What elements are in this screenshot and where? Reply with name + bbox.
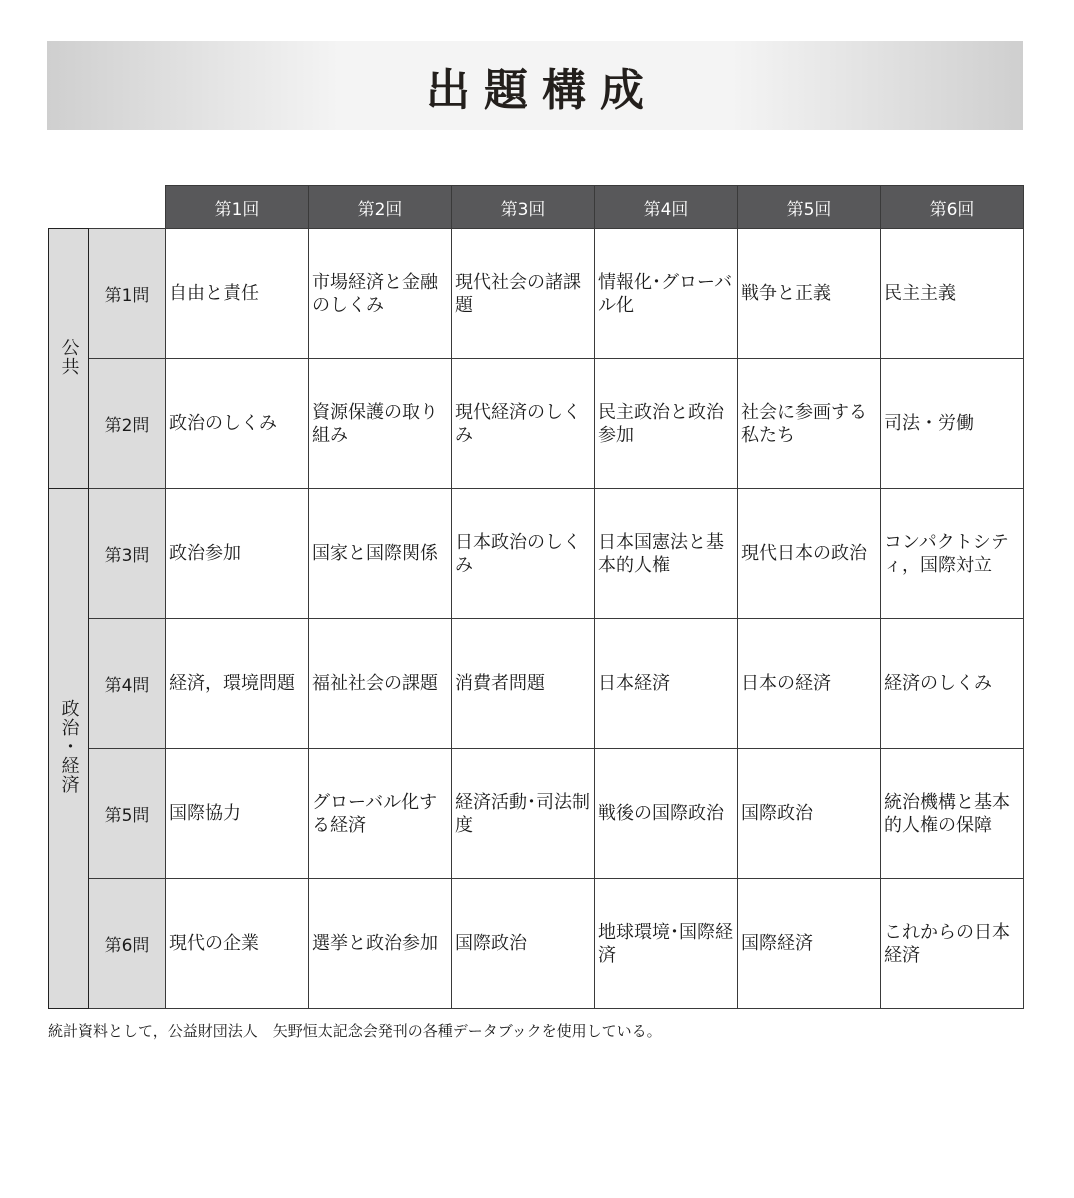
topic-cell: 経済のしくみ <box>881 619 1024 749</box>
column-header: 第1回 <box>166 186 309 229</box>
topic-cell: これからの日本経済 <box>881 879 1024 1009</box>
column-header: 第6回 <box>881 186 1024 229</box>
topic-cell: 国家と国際関係 <box>309 489 452 619</box>
topic-cell: 国際経済 <box>738 879 881 1009</box>
topic-cell: コンパクトシティ，国際対立 <box>881 489 1024 619</box>
topic-cell: 国際政治 <box>738 749 881 879</box>
topic-cell: 資源保護の取り組み <box>309 359 452 489</box>
title-banner <box>47 41 1023 130</box>
topic-cell: 情報化･グローバル化 <box>595 229 738 359</box>
question-label: 第1問 <box>89 229 166 359</box>
group-label-public: 公共 <box>49 229 89 489</box>
topic-cell: 政治参加 <box>166 489 309 619</box>
topic-cell: 日本政治のしくみ <box>452 489 595 619</box>
table-row <box>49 619 1024 749</box>
topic-cell: 統治機構と基本的人権の保障 <box>881 749 1024 879</box>
question-label: 第2問 <box>89 359 166 489</box>
table-row <box>49 229 1024 359</box>
topic-cell: 国際協力 <box>166 749 309 879</box>
topic-cell: 市場経済と金融のしくみ <box>309 229 452 359</box>
topic-cell: 国際政治 <box>452 879 595 1009</box>
footnote: 統計資料として，公益財団法人 矢野恒太記念会発刊の各種データブックを使用している。 <box>48 1022 662 1040</box>
topic-cell: 日本の経済 <box>738 619 881 749</box>
question-label: 第6問 <box>89 879 166 1009</box>
table-row <box>49 359 1024 489</box>
group-label-politics-economy: 政治・経済 <box>49 489 89 1009</box>
table-row <box>49 879 1024 1009</box>
topic-cell: 日本経済 <box>595 619 738 749</box>
topic-cell: 現代経済のしくみ <box>452 359 595 489</box>
table-header-row <box>49 186 1024 229</box>
question-label: 第3問 <box>89 489 166 619</box>
question-label: 第5問 <box>89 749 166 879</box>
topic-cell: 司法・労働 <box>881 359 1024 489</box>
topic-cell: 現代の企業 <box>166 879 309 1009</box>
exam-structure-table <box>48 185 1023 1007</box>
table-corner <box>49 186 166 229</box>
topic-cell: 経済活動･司法制度 <box>452 749 595 879</box>
topic-cell: 経済，環境問題 <box>166 619 309 749</box>
topic-cell: 戦後の国際政治 <box>595 749 738 879</box>
topic-cell: 選挙と政治参加 <box>309 879 452 1009</box>
topic-cell: 消費者問題 <box>452 619 595 749</box>
topic-cell: 社会に参画する私たち <box>738 359 881 489</box>
question-label: 第4問 <box>89 619 166 749</box>
page-title: 出題構成 <box>426 64 658 116</box>
topic-cell: 現代日本の政治 <box>738 489 881 619</box>
topic-cell: 政治のしくみ <box>166 359 309 489</box>
topic-cell: 現代社会の諸課題 <box>452 229 595 359</box>
column-header: 第4回 <box>595 186 738 229</box>
topic-cell: 民主主義 <box>881 229 1024 359</box>
table-row <box>49 749 1024 879</box>
topic-cell: 福祉社会の課題 <box>309 619 452 749</box>
column-header: 第2回 <box>309 186 452 229</box>
topic-cell: 地球環境･国際経済 <box>595 879 738 1009</box>
topic-cell: 日本国憲法と基本的人権 <box>595 489 738 619</box>
topic-cell: 戦争と正義 <box>738 229 881 359</box>
table-row <box>49 489 1024 619</box>
column-header: 第3回 <box>452 186 595 229</box>
topic-cell: 民主政治と政治参加 <box>595 359 738 489</box>
column-header: 第5回 <box>738 186 881 229</box>
topic-cell: 自由と責任 <box>166 229 309 359</box>
topic-cell: グローバル化する経済 <box>309 749 452 879</box>
